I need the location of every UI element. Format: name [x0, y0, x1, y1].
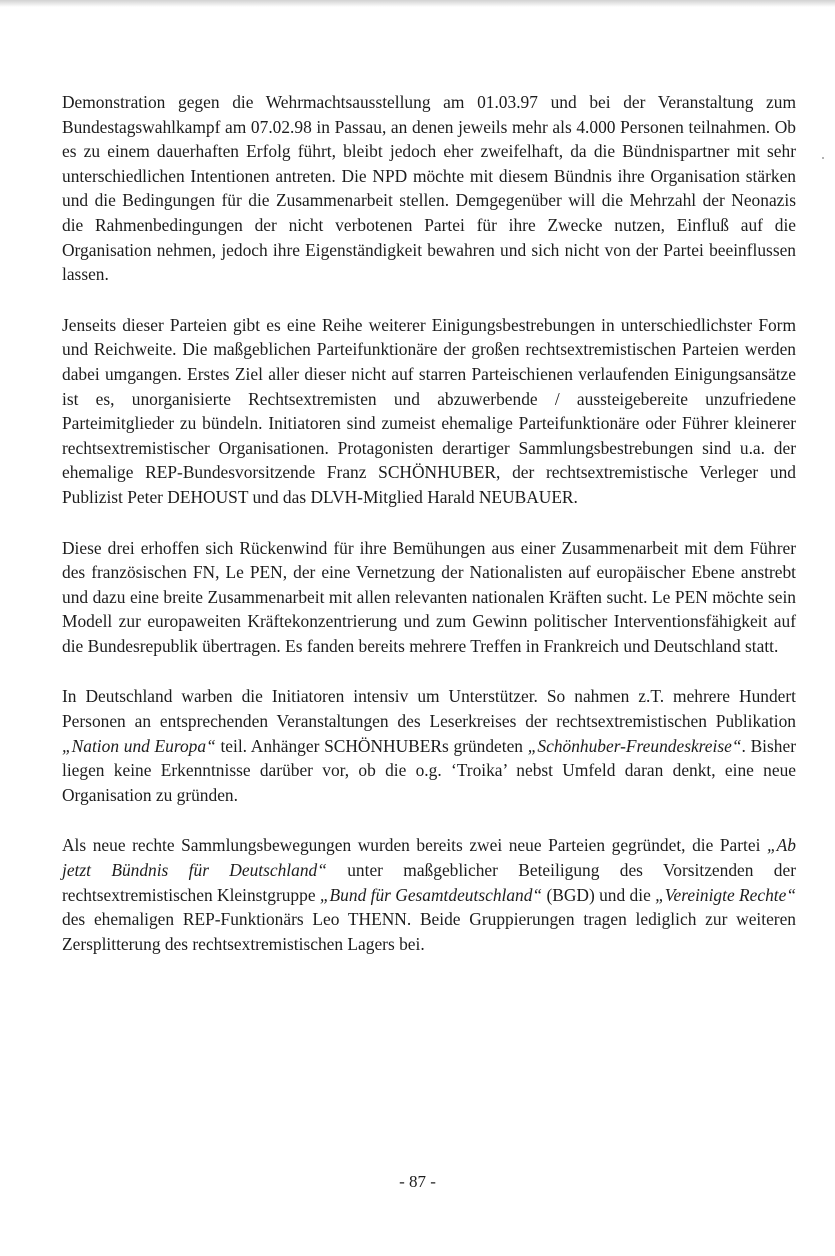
title-bund-fuer-gesamtdeutschland: „Bund für Gesamtdeutschland“ [319, 884, 543, 905]
paragraph-5-text-c: (BGD) und die [542, 884, 656, 905]
paragraph-2-text: Jenseits dieser Parteien gibt es eine Reihe weiterer Einigungsbestrebungen in unterschiedlichster Form und Reichweite. Die maßgeblichen Parteifunktionäre der großen rechtsextremistischen Parteien werden dabei umgangen. Erstes Ziel aller dieser nicht auf starren Parteischienen verlaufenden Einigungsansätze ist es, unorganisierte Rechtsextremisten und abzuwerbende / aussteigebereite unzufriedene Parteimitglieder zu bündeln. Initiatoren sind zumeist ehemalige Parteifunktionäre oder Führer kleinerer rechtsextremistischer Organisationen. Protagonisten derartiger Sammlungsbestrebungen sind u.a. der ehemalige REP-Bundesvorsitzende Franz SCHÖNHUBER, der rechtsextremistische Verleger und Publizist Peter DEHOUST und das DLVH-Mitglied Harald NEUBAUER. [62, 314, 796, 507]
paragraph-5-text-b: unter maßgeblicher Beteiligung des Vorsitzenden der rechtsextremistischen Kleinstgruppe [62, 860, 796, 905]
paragraph-4-text-a: In Deutschland warben die Initiatoren intensiv um Unterstützer. So nahmen z.T. mehrere Hundert Personen an entsprechenden Veranstaltungen des Leserkreises der rechtsextremistischen Publikation [62, 686, 796, 732]
paragraph-4-text-b: teil. Anhänger SCHÖNHUBERs gründeten [215, 735, 528, 756]
title-schoenhuber-freundeskreise: „Schönhuber-Freundeskreise“ [527, 735, 742, 756]
paragraph-3 [62, 536, 796, 659]
paragraph-1 [62, 90, 796, 287]
paragraph-5-text-a: Als neue rechte Sammlungsbewegungen wurden bereits zwei neue Parteien gegründet, die Partei [62, 835, 767, 856]
page-number: - 87 - [399, 1172, 436, 1191]
title-nation-und-europa: „Nation und Europa“ [62, 735, 216, 756]
paragraph-5 [62, 833, 796, 956]
paragraph-1-text: Demonstration gegen die Wehrmachtsausstellung am 01.03.97 und bei der Veranstaltung zum Bundestagswahlkampf am 07.02.98 in Passau, an denen jeweils mehr als 4.000 Personen teilnahmen. Ob es zu einem dauerhaften Erfolg führt, bleibt jedoch eher zweifelhaft, da die Bündnispartner mit sehr unterschiedlichen Intentionen antreten. Die NPD möchte mit diesem Bündnis ihre Organisation stärken und die Bedingungen für die Zusammenarbeit stellen. Demgegenüber will die Mehrzahl der Neonazis die Rahmenbedingungen der nicht verbotenen Partei für ihre Zwecke nutzen, Einfluß auf die Organisation nehmen, jedoch ihre Eigenständigkeit bewahren und sich nicht von der Partei beeinflussen lassen. [62, 92, 796, 285]
document-body [62, 90, 796, 982]
paragraph-3-text: Diese drei erhoffen sich Rückenwind für ihre Bemühungen aus einer Zusammenarbeit mit dem Führer des französischen FN, Le PEN, der eine Vernetzung der Nationalisten auf europäischer Ebene anstrebt und dazu eine breite Zusammenarbeit mit allen relevanten nationalen Kräften sucht. Le PEN möchte sein Modell zur europaweiten Kräftekonzentrierung und zum Gewinn politischer Interventionsfähigkeit auf die Bundesrepublik übertragen. Es fanden bereits mehrere Treffen in Frankreich und Deutschland statt. [62, 537, 796, 656]
scan-speck [822, 157, 824, 159]
paragraph-4-text-c: . Bisher liegen keine Erkenntnisse darüber vor, ob die o.g. ‘Troika’ nebst Umfeld daran denkt, eine neue Organisation zu gründen. [62, 735, 796, 805]
scan-top-edge [0, 0, 835, 7]
title-ab-jetzt-buendnis: „Ab jetzt Bündnis für Deutschland“ [62, 835, 796, 881]
paragraph-5-text-d: des ehemaligen REP-Funktionärs Leo THENN. Beide Gruppierungen tragen lediglich zur weiteren Zersplitterung des rechtsextremistischen Lagers bei. [62, 909, 796, 954]
paragraph-4 [62, 684, 796, 807]
paragraph-2 [62, 313, 796, 510]
title-vereinigte-rechte: „Vereinigte Rechte“ [655, 884, 796, 905]
